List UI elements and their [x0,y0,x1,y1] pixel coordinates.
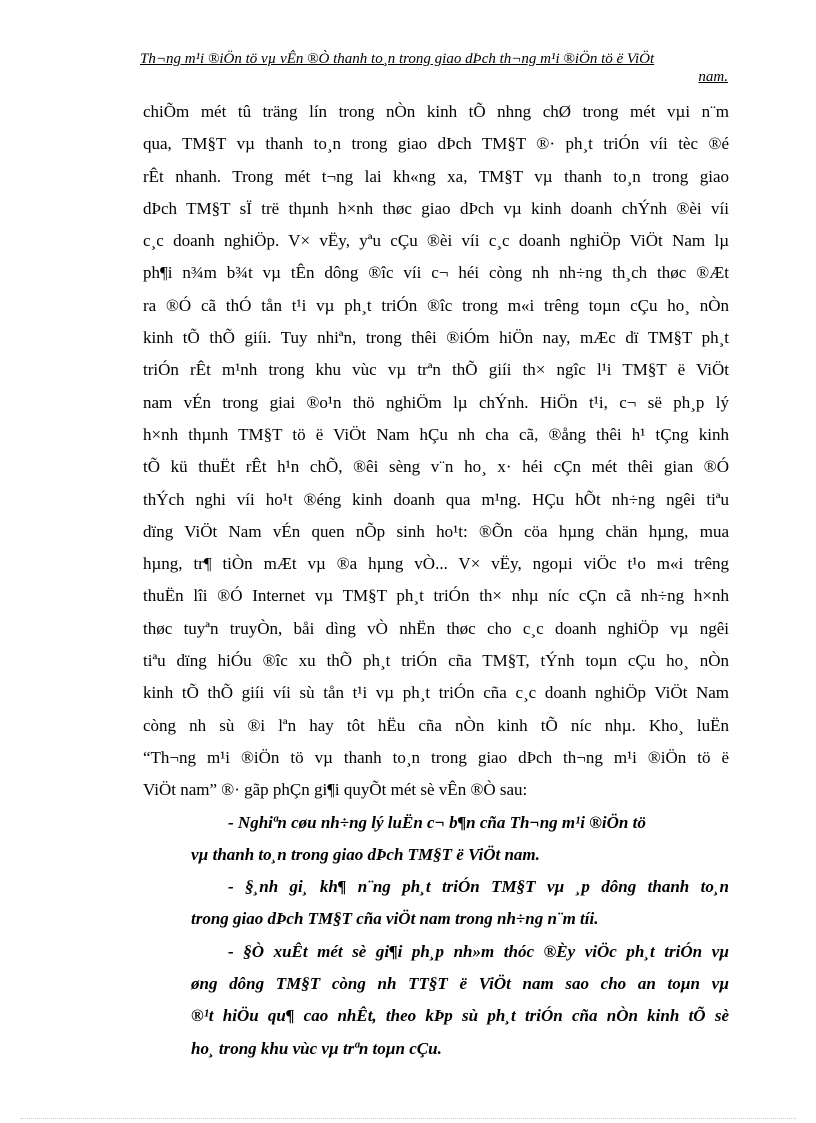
paragraph-line: nam vÉn trong giai ®o¹n thö nghiÖm lµ chÝnh. HiÖn t¹i, c¬ së ph¸p lý [143,392,729,412]
document-body [143,96,729,1065]
bullet-item [143,871,729,936]
paragraph-line: ra ®Ó cã thÓ tån t¹i vµ ph¸t triÓn ®îc trong m«i trêng toµn cÇu ho¸ nÒn [143,295,729,315]
paragraph-line: dïng ViÖt Nam vÉn quen nÕp sinh ho¹t: ®Õn cöa hµng chän hµng, mua [143,521,729,541]
bullet-item [143,936,729,1065]
paragraph-line: thuËn lîi ®Ó Internet vµ TM§T ph¸t triÓn th× nhµ níc cÇn cã nh÷ng h×nh [143,586,729,606]
paragraph-line: còng nh sù ®i lªn hay tôt hËu cña nÒn kinh tÕ níc nhµ. Kho¸ luËn [143,715,729,735]
bullet-line: trong giao dÞch TM§T cña viÖt nam trong nh÷ng n¨m tíi. [191,909,599,929]
bullet-line: vµ thanh to¸n trong giao dÞch TM§T ë ViÖt nam. [191,844,540,864]
header-line-1: Th¬ng m¹i ®iÖn tö vµ vÊn ®Ò thanh to¸n trong giao dÞch th¬ng m¹i ®iÖn tö ë ViÖt [140,51,655,67]
bullet-list [143,807,729,1065]
paragraph-line: h×nh thµnh TM§T tö ë ViÖt Nam hÇu nh cha cã, ®ång thêi h¹ tÇng kinh [143,424,729,444]
paragraph-line: triÓn rÊt m¹nh trong khu vùc vµ trªn thÕ giíi th× ngîc l¹i TM§T ë ViÖt [143,360,729,380]
main-paragraph [143,96,729,807]
paragraph-line: ViÖt nam” ®· gãp phÇn gi¶i quyÕt mét sè vÊn ®Ò sau: [143,780,528,800]
paragraph-line: thÝch nghi víi ho¹t ®éng kinh doanh qua m¹ng. HÇu hÕt nh÷ng ngêi tiªu [143,489,729,509]
bullet-line: ho¸ trong khu vùc vµ trªn toµn cÇu. [191,1038,442,1058]
paragraph-line: kinh tÕ thÕ giíi. Tuy nhiªn, trong thêi ®iÓm hiÖn nay, mÆc dï TM§T ph¸t [143,328,729,348]
bullet-first-line: - Nghiªn cøu nh÷ng lý luËn c¬ b¶n cña Th¬ng m¹i ®iÖn tö [228,812,646,832]
paragraph-line: c¸c doanh nghiÖp. V× vËy, yªu cÇu ®èi víi c¸c doanh nghiÖp ViÖt Nam lµ [143,231,729,251]
paragraph-line: qua, TM§T vµ thanh to¸n trong giao dÞch TM§T ®· ph¸t triÓn víi tèc ®é [143,134,729,154]
bullet-line: øng dông TM§T còng nh TT§T ë ViÖt nam sao cho an toµn vµ [191,974,729,994]
paragraph-line: chiÕm mét tû träng lín trong nÒn kinh tÕ nhng chØ trong mét vµi n¨m [143,102,729,121]
paragraph-line: kinh tÕ thÕ giíi víi sù tån t¹i vµ ph¸t triÓn cña c¸c doanh nghiÖp ViÖt Nam [143,683,729,703]
paragraph-line: rÊt nhanh. Trong mét t¬ng lai kh«ng xa, TM§T vµ thanh to¸n trong giao [143,166,729,186]
paragraph-line: ph¶i n¾m b¾t vµ tÊn dông ®îc víi c¬ héi còng nh nh÷ng th¸ch thøc ®Æt [143,263,729,283]
paragraph-line: “Th¬ng m¹i ®iÖn tö vµ thanh to¸n trong giao dÞch th¬ng m¹i ®iÖn tö ë [143,747,729,767]
bullet-line: ®¹t hiÖu qu¶ cao nhÊt, theo kÞp sù ph¸t triÓn cña nÒn kinh tÕ sè [191,1006,729,1026]
paragraph-line: dÞch TM§T sÏ trë thµnh h×nh thøc giao dÞch vµ kinh doanh chÝnh ®èi víi [143,198,729,218]
paragraph-line: thøc tuyªn truyÒn, båi dìng vÒ nhËn thøc cho c¸c doanh nghiÖp vµ ngêi [143,618,729,638]
paragraph-line: tiªu dïng hiÓu ®îc xu thÕ ph¸t triÓn cña TM§T, tÝnh toµn cÇu ho¸ nÒn [143,651,729,671]
page-bottom-divider [20,1118,796,1119]
paragraph-line: tÕ kü thuËt rÊt h¹n chÕ, ®êi sèng v¨n ho¸ x· héi cÇn mét thêi gian ®Ó [143,457,729,477]
paragraph-line: hµng, tr¶ tiÒn mÆt vµ ®a hµng vÒ... V× vËy, ngoµi viÖc t¹o m«i trêng [143,554,729,574]
bullet-item [143,807,729,872]
bullet-first-line: - §¸nh gi¸ kh¶ n¨ng ph¸t triÓn TM§T vµ ¸p dông thanh to¸n [228,877,729,897]
bullet-first-line: - §Ò xuÊt mét sè gi¶i ph¸p nh»m thóc ®Èy viÖc ph¸t triÓn vµ [228,941,729,961]
header-line-2: nam. [698,69,728,85]
